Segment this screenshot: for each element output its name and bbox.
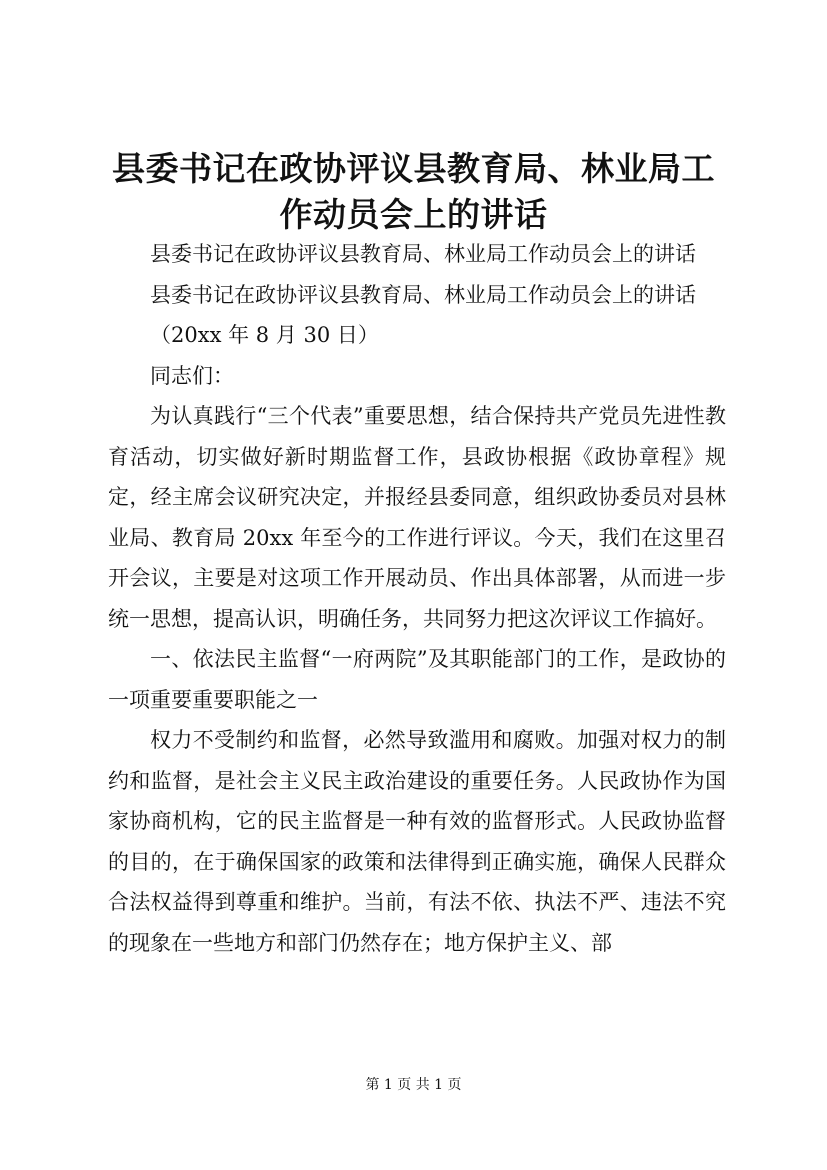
page-number-footer: 第 1 页 共 1 页 [365, 1077, 462, 1093]
paragraph-salutation: 同志们： [150, 363, 234, 388]
paragraph-heading-repeat-1: 县委书记在政协评议县教育局、林业局工作动员会上的讲话 [150, 242, 696, 266]
paragraph-heading-repeat-2: 县委书记在政协评议县教育局、林业局工作动员会上的讲话 [150, 282, 696, 307]
document-title: 县委书记在政协评议县教育局、林业局工作动员会上的讲话 [112, 149, 715, 234]
paragraph-section-heading: 一、依法民主监督“一府两院”及其职能部门的工作，是政协的一项重要重要职能之一 [108, 647, 726, 712]
document-body [108, 234, 726, 963]
paragraph-body: 权力不受制约和监督，必然导致滥用和腐败。加强对权力的制约和监督，是社会主义民主政治建设的重要任务。人民政协作为国家协商机构，它的民主监督是一种有效的监督形式。人民政协监督的目的，在于确保国家的政策和法律得到正确实施，确保人民群众合法权益得到尊重和维护。当前，有法不依、执法不严、违法不究的现象在一些地方和部门仍然存在；地方保护主义、部 [108, 728, 726, 955]
paragraph-date: （20xx 年 8 月 30 日） [150, 323, 379, 347]
paragraph-intro: 为认真践行“三个代表”重要思想，结合保持共产党员先进性教育活动，切实做好新时期监督工作，县政协根据《政协章程》规定，经主席会议研究决定，并报经县委同意，组织政协委员对县林业局、教育局 20xx 年至今的工作进行评议。今天，我们在这里召开会议，主要是对这项工作开展动员、作出具体部署，从而进一步统一思想，提高认识，明确任务，共同努力把这次评议工作搞好。 [108, 404, 726, 631]
